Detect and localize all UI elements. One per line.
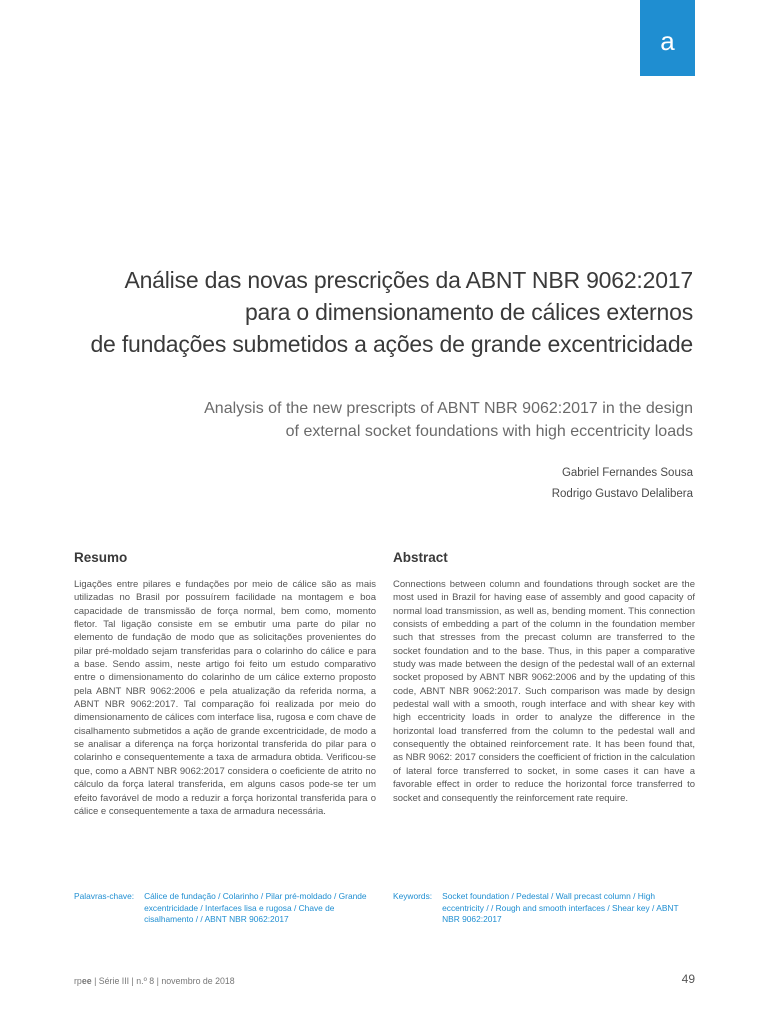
abstract-text: Connections between column and foundations through socket are the most used in Brazil for having ease of assembly and good capacity of normal load transmission, as well as, bending moment. This connection consists of embedding a part of the column in the foundation member such that stresses from the precast column are transferred to the socket foundation and to the base. Thus, in this paper a comparative study was made between the design of the pedestal wall of an external socket proposed by ABNT NBR 9062:2006 and by the updating of this code, ABNT NBR 9062:2017. Such comparison was made by design pedestal wall with a smooth, rough interface and with shear key with high eccentricity loads in order to analyze the difference in the horizontal load transferred from the column to the pedestal wall and consequently the obtained reinforcement rate. It has been found that, as NBR 9062: 2017 considers the coefficient of friction in the calculation of lateral force transferred to socket, in some cases it can have a favorable effect in order to reduce the horizontal force transferred to socket and consequently the reinforcement rate require.: [393, 579, 695, 804]
title-line: Análise das novas prescrições da ABNT NBR 9062:2017: [124, 267, 693, 293]
keywords-pt-label: Palavras-chave:: [74, 891, 135, 901]
article-title: [60, 264, 693, 360]
keywords-en: [393, 891, 695, 926]
journal-bold: ee: [81, 976, 92, 986]
page-number: 49: [681, 972, 695, 986]
title-line: de fundações submetidos a ações de grande excentricidade: [90, 331, 693, 357]
author-name: Rodrigo Gustavo Delalibera: [551, 488, 693, 500]
subtitle-line: Analysis of the new prescripts of ABNT NBR 9062:2017 in the design: [204, 400, 693, 417]
article-subtitle: [120, 397, 693, 443]
title-line: para o dimensionamento de cálices externos: [244, 299, 693, 325]
resumo-section: [74, 550, 376, 818]
abstract-heading: Abstract: [393, 550, 448, 565]
author-list: [300, 463, 693, 505]
footer-journal: [74, 976, 235, 986]
author-name: Gabriel Fernandes Sousa: [561, 467, 693, 479]
keywords-en-label: Keywords:: [393, 891, 433, 901]
resumo-heading: Resumo: [74, 550, 128, 565]
journal-issue: | Série III | n.º 8 | novembro de 2018: [91, 976, 235, 986]
abstract-section: [393, 550, 695, 805]
resumo-text: Ligações entre pilares e fundações por meio de cálice são as mais utilizadas no Brasil por possuírem facilidade na montagem e boa capacidade de transmissão de força normal, bem como, momento fletor. Tal ligação consiste em se embutir uma parte do pilar no elemento de fundação de modo que as solicitações provenientes do pilar pré-moldado sejam transferidas para o colarinho do cálice e para a base. Sendo assim, neste artigo foi feito um estudo comparativo entre o dimensionamento do colarinho de um cálice externo proposto pela ABNT NBR 9062:2006 e pela atualização da referida norma, a ABNT NBR 9062:2017. Tal comparação foi realizada por meio do dimensionamento de cálices com interface lisa, rugosa e com chave de cisalhamento submetidos a ação de grande excentricidade, de modo a se analisar a diferença na força horizontal transferida do pilar para o colarinho e consequentemente a taxa de armadura obtida. Verificou-se que, como a ABNT NBR 9062:2017 considera o coeficiente de atrito no cálculo da força lateral transferida, em alguns casos pode-se ter um efeito favorável de modo a reduzir a força horizontal transferida para o cálice e consequentemente a taxa de armadura necessária.: [74, 579, 376, 817]
section-tab: a: [640, 0, 695, 76]
journal-prefix: rp: [74, 976, 82, 986]
subtitle-line: of external socket foundations with high eccentricity loads: [285, 423, 693, 440]
keywords-pt-text: Cálice de fundação / Colarinho / Pilar pré-moldado / Grande excentricidade / Interfaces lisa e rugosa / Chave de cisalhamento / / ABNT NBR 9062:2017: [144, 891, 367, 924]
keywords-pt: [74, 891, 376, 926]
keywords-en-text: Socket foundation / Pedestal / Wall precast column / High eccentricity / / Rough and smooth interfaces / Shear key / ABNT NBR 9062:2017: [442, 891, 679, 924]
